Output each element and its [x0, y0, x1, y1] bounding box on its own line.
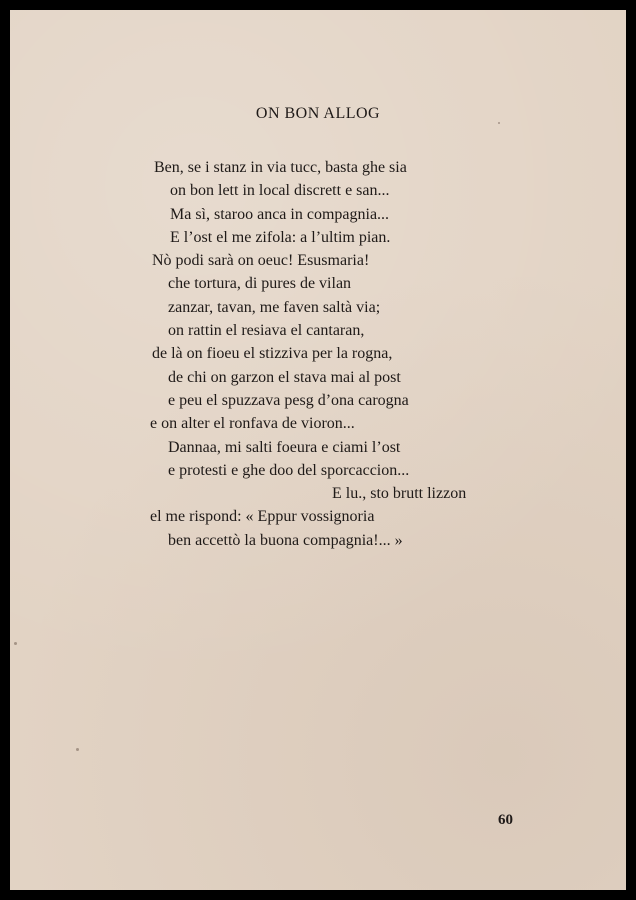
poem-line: e protesti e ghe doo del sporcaccion... — [168, 461, 410, 479]
poem-line: ben accettò la buona compagnia!... » — [168, 531, 403, 549]
paper-speck — [14, 642, 17, 645]
poem-line: che tortura, di pures de vilan — [168, 275, 352, 293]
poem-line: E l’ost el me zifola: a l’ultim pian. — [170, 228, 391, 246]
poem-line: e on alter el ronfava de vioron... — [150, 415, 355, 433]
poem-title: ON BON ALLOG — [255, 105, 381, 122]
poem-line: Ben, se i stanz in via tucc, basta ghe sia — [154, 159, 407, 176]
paper-speck — [498, 122, 500, 124]
poem-line: on rattin el resiava el cantaran, — [168, 322, 365, 340]
paper-speck — [76, 748, 79, 751]
poem-line: el me rispond: « Eppur vossignoria — [150, 508, 375, 526]
poem-line: E lu., sto brutt lizzon — [332, 485, 467, 503]
poem-line: e peu el spuzzava pesg d’ona carogna — [168, 391, 409, 409]
poem-line: de chi on garzon el stava mai al post — [168, 368, 401, 386]
poem-line: Dannaa, mi salti foeura e ciami l’ost — [168, 438, 401, 456]
poem-line: de là on fioeu el stizziva per la rogna, — [152, 345, 393, 363]
page-number: 60 — [498, 812, 513, 828]
poem-body — [142, 156, 602, 552]
poem-line: Nò podi sarà on oeuc! Esusmaria! — [152, 252, 370, 270]
book-page — [10, 10, 626, 890]
poem-line: Ma sì, staroo anca in compagnia... — [170, 205, 390, 223]
poem-line: zanzar, tavan, me faven saltà via; — [168, 298, 381, 316]
poem-line: on bon lett in local discrett e san... — [170, 182, 390, 200]
